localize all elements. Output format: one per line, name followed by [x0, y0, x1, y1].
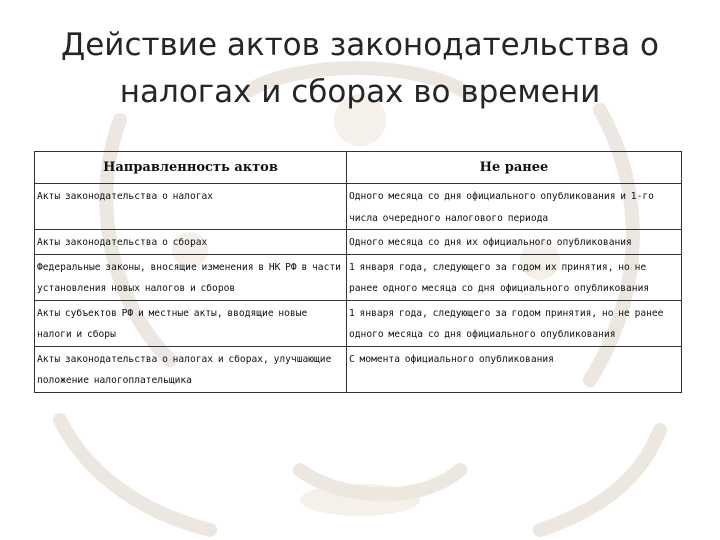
- table-row: [35, 254, 682, 300]
- tax-acts-table: [34, 151, 682, 393]
- row-act-type: Федеральные законы, вносящие изменения в НК РФ в части установления новых налогов и сборов: [35, 254, 347, 300]
- row-effective-date: Одного месяца со дня официального опубликования и 1-го числа очередного налогового периода: [347, 184, 682, 230]
- slide-title: [20, 22, 700, 116]
- slide-title-line-2: налогах и сборах во времени: [119, 74, 601, 110]
- slide-title-line-1: Действие актов законодательства о: [61, 27, 659, 63]
- row-act-type: Акты субъектов РФ и местные акты, вводящие новые налоги и сборы: [35, 300, 347, 346]
- table-row: [35, 346, 682, 392]
- row-effective-date: Одного месяца со дня их официального опубликования: [347, 230, 682, 255]
- row-effective-date: С момента официального опубликования: [347, 346, 682, 392]
- table-row: [35, 184, 682, 230]
- table-row: [35, 230, 682, 255]
- table-row: [35, 300, 682, 346]
- row-act-type: Акты законодательства о сборах: [35, 230, 347, 255]
- row-act-type: Акты законодательства о налогах и сборах, улучшающие положение налогоплательщика: [35, 346, 347, 392]
- column-header-direction: Направленность актов: [35, 152, 347, 184]
- row-act-type: Акты законодательства о налогах: [35, 184, 347, 230]
- row-effective-date: 1 января года, следующего за годом их принятия, но не ранее одного месяца со дня официального опубликования: [347, 254, 682, 300]
- row-effective-date: 1 января года, следующего за годом принятия, но не ранее одного месяца со дня официального опубликования: [347, 300, 682, 346]
- table-header-row: [35, 152, 682, 184]
- column-header-not-earlier: Не ранее: [347, 152, 682, 184]
